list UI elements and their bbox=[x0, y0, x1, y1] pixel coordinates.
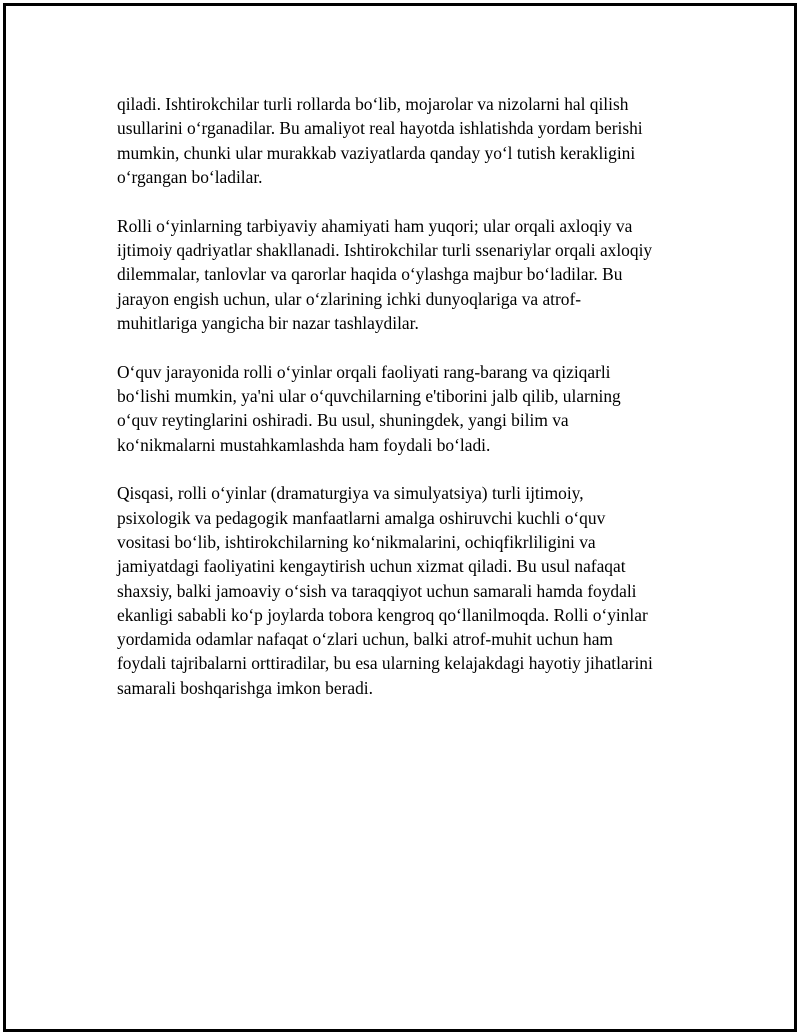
text-line: muhitlariga yangicha bir nazar tashlaydilar. bbox=[117, 312, 419, 333]
text-line: Rolli o‘yinlarning tarbiyaviy ahamiyati ham yuqori; ular orqali axloqiy va bbox=[117, 215, 633, 236]
text-line: O‘quv jarayonida rolli o‘yinlar orqali faoliyati rang-barang va qiziqarli bbox=[117, 361, 611, 382]
text-line: foydali tajribalarni orttiradilar, bu esa ularning kelajakdagi hayotiy jihatlarini bbox=[117, 653, 653, 674]
paragraph-3 bbox=[117, 360, 697, 457]
paragraph-4 bbox=[117, 481, 697, 700]
text-line: yordamida odamlar nafaqat o‘zlari uchun, balki atrof-muhit uchun ham bbox=[117, 629, 613, 650]
text-line: psixologik va pedagogik manfaatlarni amalga oshiruvchi kuchli o‘quv bbox=[117, 507, 606, 528]
text-line: samarali boshqarishga imkon beradi. bbox=[117, 677, 373, 698]
text-line: shaxsiy, balki jamoaviy o‘sish va taraqqiyot uchun samarali hamda foydali bbox=[117, 580, 637, 601]
text-line: o‘rgangan bo‘ladilar. bbox=[117, 166, 263, 187]
text-line: ijtimoiy qadriyatlar shakllanadi. Ishtirokchilar turli ssenariylar orqali axloqiy bbox=[117, 239, 653, 260]
text-line: ekanligi sababli ko‘p joylarda tobora kengroq qo‘llanilmoqda. Rolli o‘yinlar bbox=[117, 604, 648, 625]
text-line: jamiyatdagi faoliyatini kengaytirish uchun xizmat qiladi. Bu usul nafaqat bbox=[117, 556, 626, 577]
text-line: mumkin, chunki ular murakkab vaziyatlarda qanday yo‘l tutish kerakligini bbox=[117, 142, 636, 163]
paragraph-1 bbox=[117, 92, 697, 189]
text-line: Qisqasi, rolli o‘yinlar (dramaturgiya va simulyatsiya) turli ijtimoiy, bbox=[117, 483, 584, 504]
text-line: bo‘lishi mumkin, ya'ni ular o‘quvchilarning e'tiborini jalb qilib, ularning bbox=[117, 385, 621, 406]
paragraph-2 bbox=[117, 214, 697, 335]
text-line: vositasi bo‘lib, ishtirokchilarning ko‘nikmalarini, ochiqfikrliligini va bbox=[117, 531, 596, 552]
text-line: ko‘nikmalarni mustahkamlashda ham foydali bo‘ladi. bbox=[117, 434, 491, 455]
text-line: qiladi. Ishtirokchilar turli rollarda bo‘lib, mojarolar va nizolarni hal qilish bbox=[117, 94, 629, 114]
text-line: dilemmalar, tanlovlar va qarorlar haqida o‘ylashga majbur bo‘ladilar. Bu bbox=[117, 264, 623, 285]
text-line: jarayon engish uchun, ular o‘zlarining ichki dunyoqlariga va atrof- bbox=[117, 288, 582, 309]
text-line: o‘quv reytinglarini oshiradi. Bu usul, shuningdek, yangi bilim va bbox=[117, 410, 569, 431]
document-body bbox=[117, 92, 697, 725]
text-line: usullarini o‘rganadilar. Bu amaliyot real hayotda ishlatishda yordam berishi bbox=[117, 118, 643, 139]
